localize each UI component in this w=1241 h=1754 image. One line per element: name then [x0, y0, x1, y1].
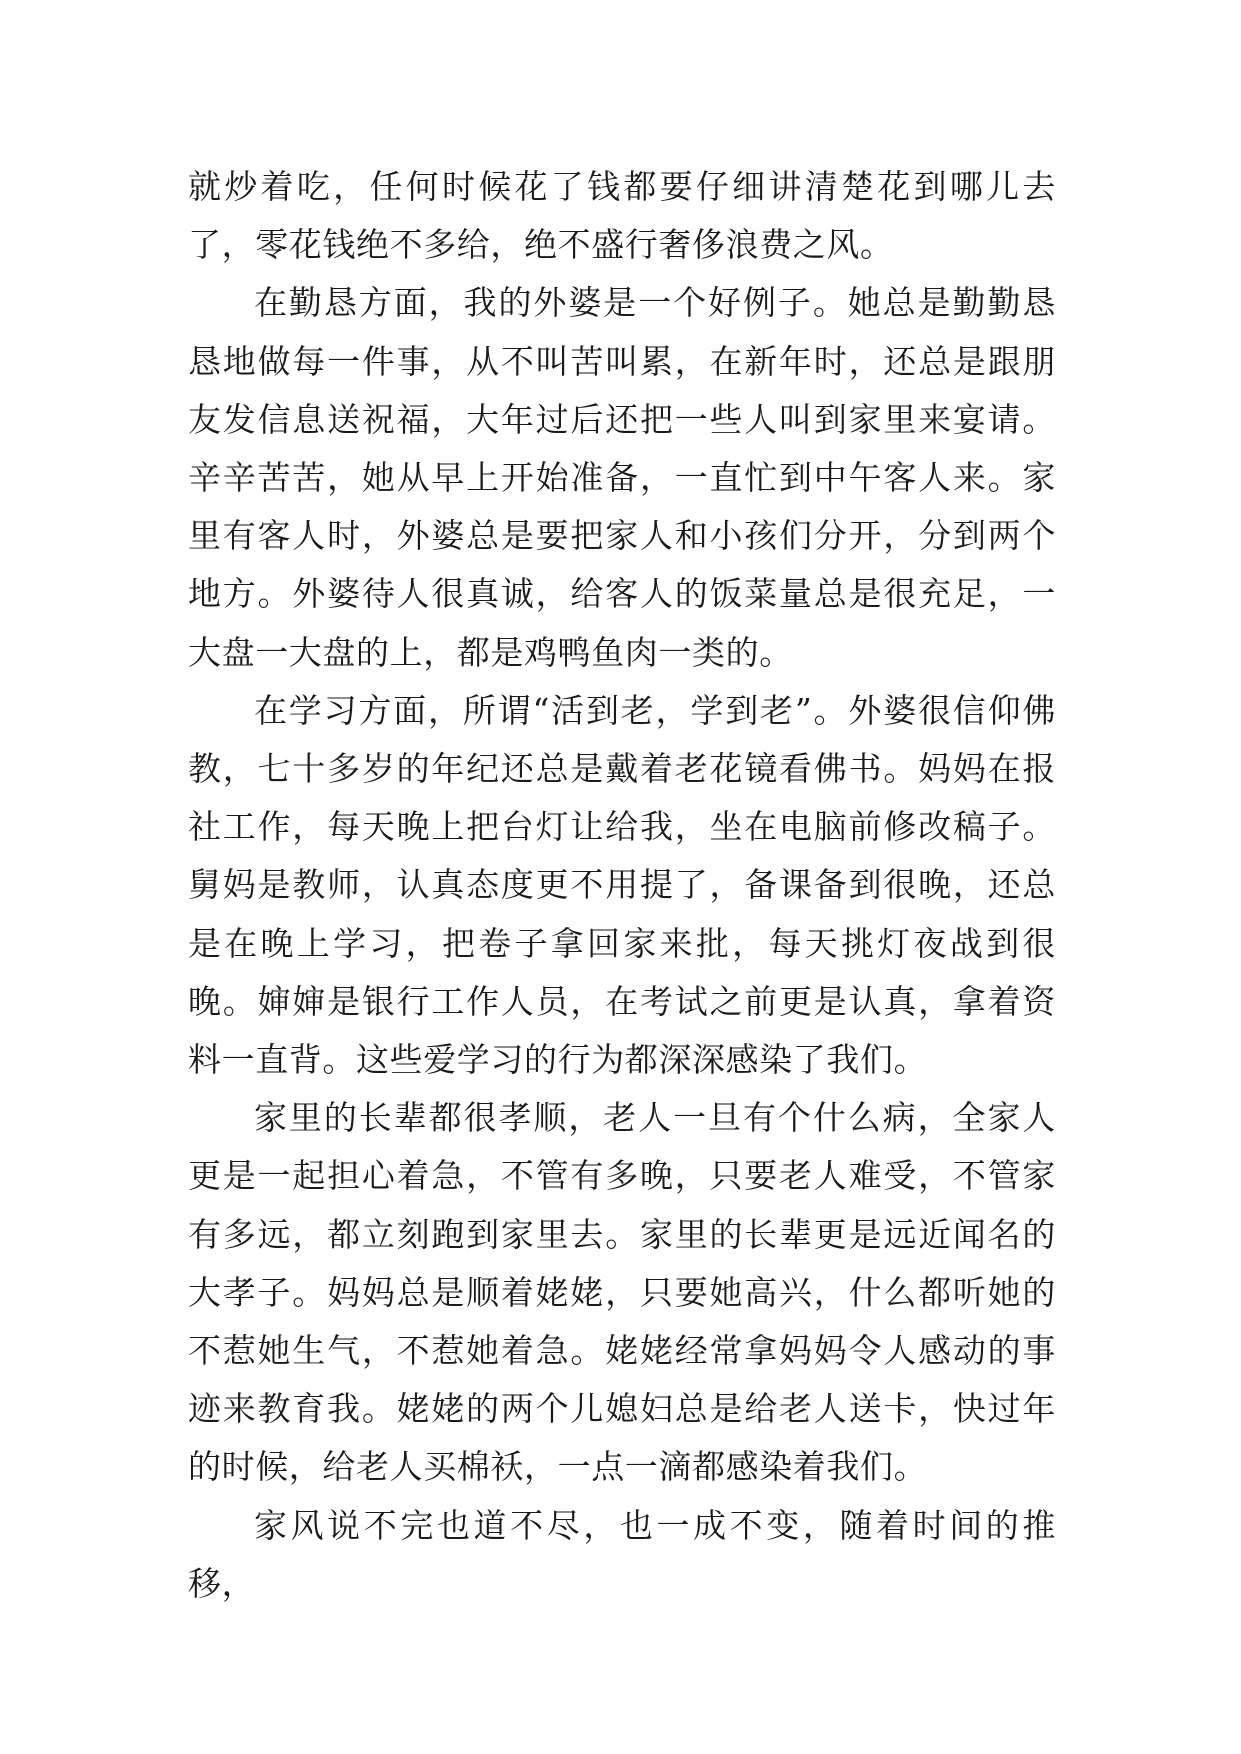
paragraph-3: 在学习方面，所谓“活到老，学到老”。外婆很信仰佛教，七十多岁的年纪还总是戴着老花镜看佛书。妈妈在报社工作，每天晚上把台灯让给我，坐在电脑前修改稿子。舅妈是教师，认真态度更不用提了，备课备到很晚，还总是在晚上学习，把卷子拿回家来批，每天挑灯夜战到很晚。婶婶是银行工作人员，在考试之前更是认真，拿着资料一直背。这些爱学习的行为都深深感染了我们。: [188, 690, 1056, 1080]
paragraph-4: 家里的长辈都很孝顺，老人一旦有个什么病，全家人更是一起担心着急，不管有多晚，只要老人难受，不管家有多远，都立刻跑到家里去。家里的长辈更是远近闻名的大孝子。妈妈总是顺着姥姥，只要她高兴，什么都听她的不惹她生气，不惹她着急。姥姥经常拿妈妈令人感动的事迹来教育我。姥姥的两个儿媳妇总是给老人送卡，快过年的时候，给老人买棉袄，一点一滴都感染着我们。: [188, 1098, 1056, 1487]
paragraph-5: 家风说不完也道不尽，也一成不变，随着时间的推移，: [188, 1505, 1056, 1603]
paragraph-1: 就炒着吃，任何时候花了钱都要仔细讲清楚花到哪儿去了，零花钱绝不多给，绝不盛行奢侈浪费之风。: [188, 167, 1056, 265]
paragraph-2: 在勤恳方面，我的外婆是一个好例子。她总是勤勤恳恳地做每一件事，从不叫苦叫累，在新年时，还总是跟朋友发信息送祝福，大年过后还把一些人叫到家里来宴请。辛辛苦苦，她从早上开始准备，一直忙到中午客人来。家里有客人时，外婆总是要把家人和小孩们分开，分到两个地方。外婆待人很真诚，给客人的饭菜量总是很充足，一大盘一大盘的上，都是鸡鸭鱼肉一类的。: [188, 283, 1056, 672]
document-body: [188, 158, 1056, 1613]
